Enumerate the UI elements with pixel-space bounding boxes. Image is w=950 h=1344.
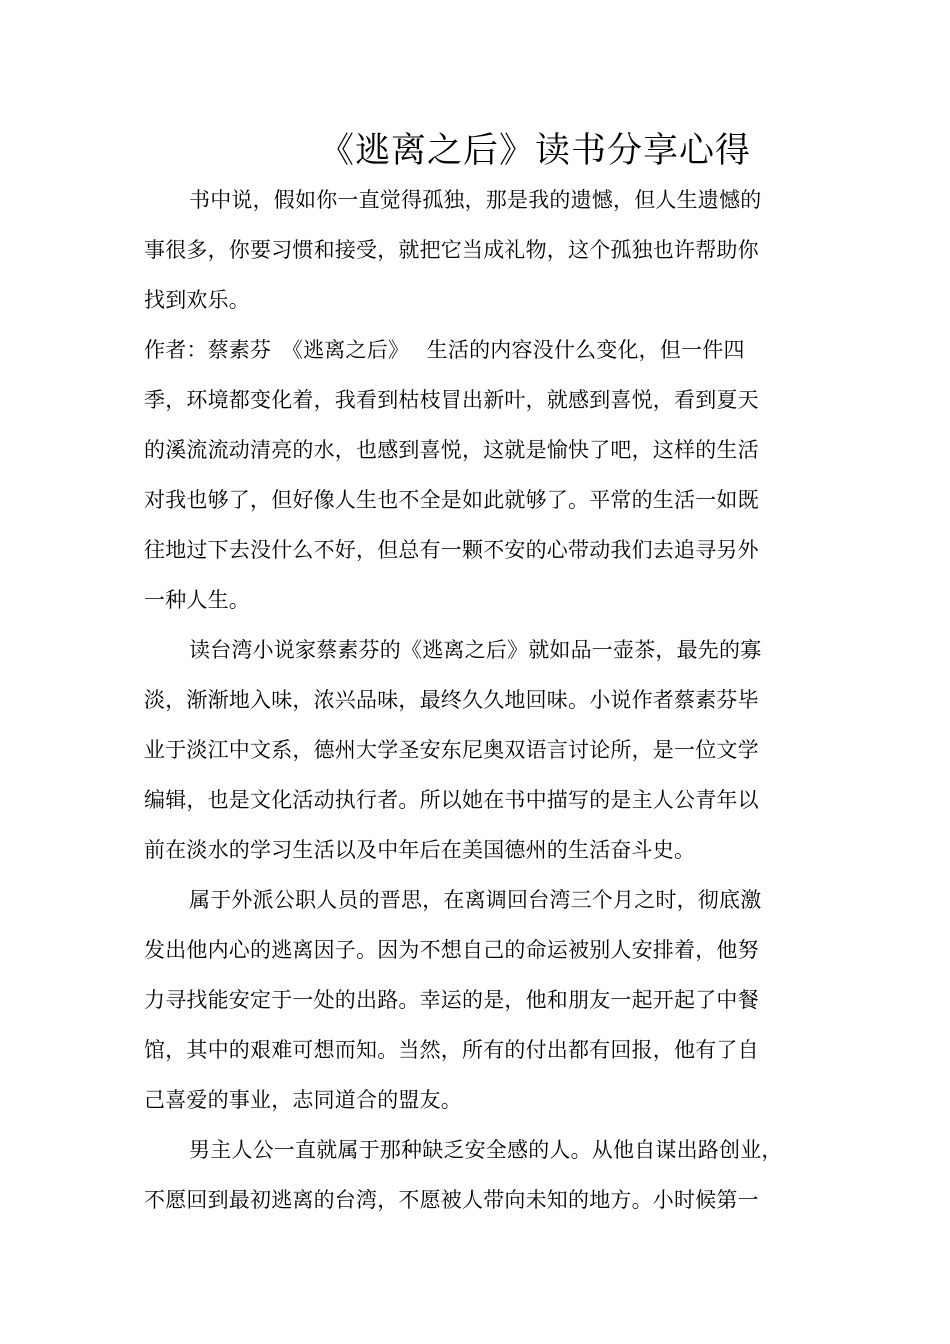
text-line: 己喜爱的事业，志同道合的盟友。 [144,1088,462,1112]
text-line: 编辑，也是文化活动执行者。所以她在书中描写的是主人公青年以 [144,788,759,812]
text-line: 对我也够了，但好像人生也不全是如此就够了。平常的生活一如既 [144,488,759,512]
text-line: 力寻找能安定于一处的出路。幸运的是，他和朋友一起开起了中餐 [144,988,759,1012]
text-line: 馆，其中的艰难可想而知。当然，所有的付出都有回报，他有了自 [144,1038,759,1062]
text-line: 一种人生。 [144,588,250,612]
text-line: 发出他内心的逃离因子。因为不想自己的命运被别人安排着，他努 [144,938,759,962]
text-line: 找到欢乐。 [144,288,250,312]
text-line: 业于淡江中文系，德州大学圣安东尼奥双语言讨论所，是一位文学 [144,738,759,762]
text-line: 属于外派公职人员的晋思，在离调回台湾三个月之时，彻底激 [189,888,762,912]
text-line: 前在淡水的学习生活以及中年后在美国德州的生活奋斗史。 [144,838,696,862]
text-line: 事很多，你要习惯和接受，就把它当成礼物，这个孤独也许帮助你 [144,238,759,262]
text-line: 不愿回到最初逃离的台湾，不愿被人带向未知的地方。小时候第一 [144,1188,759,1212]
text-line: 往地过下去没什么不好，但总有一颗不安的心带动我们去追寻另外 [144,538,759,562]
text-line: 作者：蔡素芬 《逃离之后》 生活的内容没什么变化，但一件四 [144,338,745,362]
text-line: 男主人公一直就属于那种缺乏安全感的人。从他自谋出路创业， [189,1138,783,1162]
text-line: 的溪流流动清亮的水，也感到喜悦，这就是愉快了吧，这样的生活 [144,438,759,462]
text-line: 淡，渐渐地入味，浓兴品味，最终久久地回味。小说作者蔡素芬毕 [144,688,759,712]
text-line: 读台湾小说家蔡素芬的《逃离之后》就如品一壶茶，最先的寡 [189,638,762,662]
text-line: 书中说，假如你一直觉得孤独，那是我的遗憾，但人生遗憾的 [189,188,762,212]
document-title: 《逃离之后》读书分享心得 [318,131,751,171]
text-line: 季，环境都变化着，我看到枯枝冒出新叶，就感到喜悦，看到夏天 [144,388,759,412]
